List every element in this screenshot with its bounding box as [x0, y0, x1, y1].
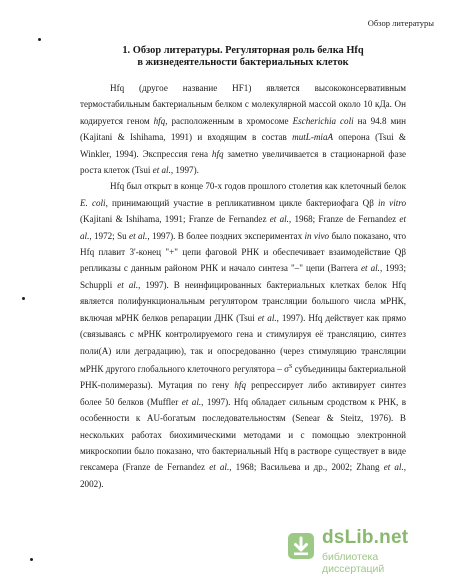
text-run: , 1972; Su	[89, 230, 130, 241]
text-run: , расположенным в хромосоме	[165, 115, 293, 126]
text-run: , 1997). Hfq действует как прямо (связываясь с мРНК контролируемого гена и стимулируя её трансляцию, синтез поли(А) или деградацию), так и опосредованно (через стимуляцию трансляции мРНК другого глобального клеточного регулятора – σ	[80, 312, 406, 374]
text-run: Hfq был открыт в конце 70-х годов прошлого столетия как клеточный белок	[110, 181, 406, 192]
text-run: на 94.8 мин (Kajitani & Ishihama, 1991) и входящим в состав	[80, 115, 406, 143]
italic-run: hfq	[153, 115, 166, 126]
italic-run: et al.	[152, 165, 171, 176]
italic-run: et al.	[80, 214, 406, 241]
watermark-brand: dsLib.net	[322, 527, 409, 548]
italic-run: et al.	[269, 214, 289, 225]
text-run: , 1968; Franze de Fernandez	[288, 214, 400, 225]
text-run: , 1968; Васильева и др., 2002; Zhang	[229, 462, 384, 473]
text-run: , 1997). В неинфицированных бактериальных клетках белок Hfq является полифункциональным регулятором трансляции большого числа мРНК, включая мРНК белков репарации ДНК (Tsui	[80, 279, 406, 323]
italic-run: et al.	[181, 396, 202, 407]
text-run: субъединицы бактериальной РНК-полимеразы). Мутация по гену	[80, 363, 406, 391]
section-title-line-1: 1. Обзор литературы. Регуляторная роль белка Hfq	[122, 45, 364, 56]
text-run: заметно увеличивается в стационарной фазе роста клеток (Tsui	[80, 148, 406, 176]
running-head: Обзор литературы	[367, 18, 434, 28]
italic-run: in vivo	[304, 230, 330, 241]
italic-run: et al.	[361, 263, 380, 274]
italic-run: Escherichia coli	[292, 115, 354, 126]
italic-run: E. coli,	[80, 197, 108, 208]
text-run: было показано, что Hfq плавит 3'-конец "+" цепи фаговой РНК и обеспечивает взаимодействие Qβ репликазы с данным районом РНК и начало синтеза "–" цепи (Barrera	[80, 230, 406, 274]
italic-run: et al.	[117, 279, 139, 290]
section-title-line-2: в жизнедеятельности бактериальных клеток	[137, 57, 349, 68]
italic-run: mutL-miaA	[292, 132, 334, 143]
text-run: Hfq (другое название HF1) является высококонсервативным термостабильным бактериальным белком с молекулярной массой около 10 кДа. Он кодируется геном	[80, 83, 406, 126]
paragraph-1	[80, 80, 406, 178]
scan-dot	[22, 297, 25, 300]
text-run: (Kajitani & Ishihama, 1991; Franze de Fernandez	[80, 214, 270, 225]
italic-run: in vitro	[377, 197, 407, 208]
text-run: , 1997).	[170, 165, 199, 176]
scan-dot	[30, 558, 33, 561]
text-run: оперона (Tsui & Winkler, 1994). Экспрессия гена	[80, 132, 406, 159]
text-run: , 1997). Hfq обладает сильным сродством к РНК, в особенности к AU-богатым последовательностям (Senear & Steitz, 1976). В нескольких работах биохимическими методами и с помощью электронной микроскопии было показано, что бактериальный Hfq в растворе существует в виде гексамера (Franze de Fernandez	[80, 396, 406, 473]
italic-run: hfq	[234, 380, 246, 391]
watermark-subtitle: библиотека диссертаций	[322, 551, 385, 575]
text-run: , 1993; Schuppli	[80, 263, 407, 290]
italic-run: et al.	[383, 462, 404, 473]
italic-run: et al.	[209, 462, 230, 473]
text-run: принимающий участие в репликативном цикле бактериофага Qβ	[107, 197, 378, 208]
superscript-run: S	[289, 363, 293, 370]
paragraph-2	[80, 178, 406, 492]
body-text	[80, 80, 406, 492]
dslib-watermark[interactable]	[286, 527, 436, 575]
italic-run: et al.	[129, 230, 148, 241]
scan-dot	[38, 38, 41, 41]
text-run: репрессирует либо активирует синтез более 50 белков (Muffler	[80, 380, 406, 407]
download-arrow-icon	[286, 531, 316, 561]
text-run: , 1997). В более поздних экспериментах	[147, 230, 305, 241]
section-title	[80, 45, 406, 69]
text-run: , 2002).	[80, 462, 407, 489]
italic-run: et al.	[257, 312, 277, 323]
italic-run: hfq	[211, 148, 224, 159]
